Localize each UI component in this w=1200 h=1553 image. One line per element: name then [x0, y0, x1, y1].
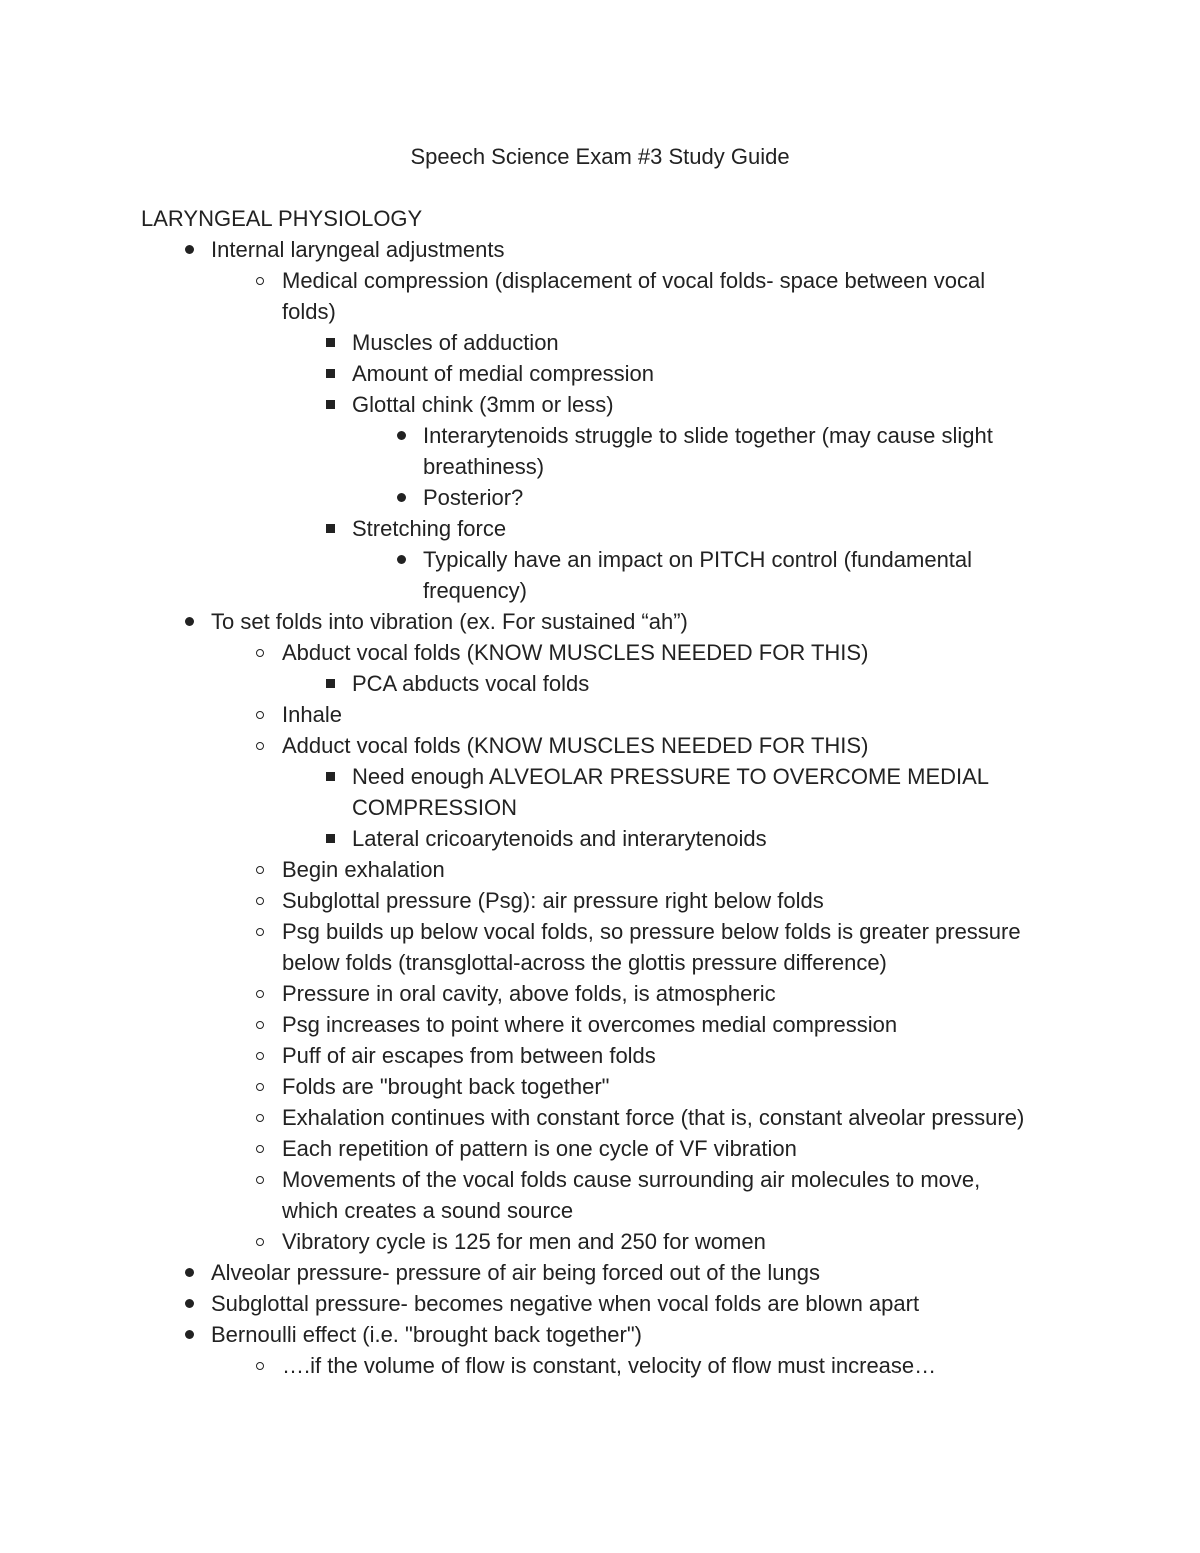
list-item [282, 730, 1034, 761]
list-item [282, 637, 1034, 668]
filled-square-bullet-icon [320, 823, 340, 854]
list-item-text: PCA abducts vocal folds [352, 671, 590, 696]
list-item [211, 234, 963, 265]
list-item-text: Typically have an impact on PITCH control (fundamental frequency) [423, 547, 973, 603]
list-item [282, 885, 1034, 916]
hollow-circle-bullet-icon [250, 637, 270, 668]
filled-circle-bullet-icon [179, 1288, 199, 1319]
list-item [352, 327, 1104, 358]
list-item [211, 1257, 963, 1288]
list-item [282, 916, 1034, 978]
list-item [211, 1288, 963, 1319]
list-item-text: Pressure in oral cavity, above folds, is atmospheric [282, 981, 776, 1006]
filled-circle-bullet-icon [391, 482, 411, 513]
list-item-text: Vibratory cycle is 125 for men and 250 for women [282, 1229, 766, 1254]
list-item [423, 482, 1063, 513]
list-item-text: Movements of the vocal folds cause surrounding air molecules to move, which creates a sound source [282, 1167, 981, 1223]
filled-circle-bullet-icon [179, 1319, 199, 1350]
filled-square-bullet-icon [320, 513, 340, 544]
list-item [282, 1350, 1034, 1381]
list-item-text: Alveolar pressure- pressure of air being forced out of the lungs [211, 1260, 820, 1285]
list-item [352, 823, 1104, 854]
list-item-text: Medical compression (displacement of vocal folds- space between vocal folds) [282, 268, 986, 324]
filled-circle-bullet-icon [179, 1257, 199, 1288]
list-item [423, 420, 1063, 482]
list-item-text: Adduct vocal folds (KNOW MUSCLES NEEDED FOR THIS) [282, 733, 869, 758]
list-item [211, 606, 963, 637]
filled-square-bullet-icon [320, 358, 340, 389]
filled-square-bullet-icon [320, 327, 340, 358]
hollow-circle-bullet-icon [250, 1226, 270, 1257]
hollow-circle-bullet-icon [250, 1350, 270, 1381]
hollow-circle-bullet-icon [250, 1133, 270, 1164]
list-item-text: Subglottal pressure (Psg): air pressure right below folds [282, 888, 824, 913]
list-item-text: Exhalation continues with constant force (that is, constant alveolar pressure) [282, 1105, 1025, 1130]
list-item-text: Psg increases to point where it overcomes medial compression [282, 1012, 898, 1037]
list-item [282, 1164, 1034, 1226]
hollow-circle-bullet-icon [250, 730, 270, 761]
hollow-circle-bullet-icon [250, 699, 270, 730]
list-item [282, 1071, 1034, 1102]
filled-circle-bullet-icon [391, 420, 411, 451]
list-item-text: Stretching force [352, 516, 507, 541]
hollow-circle-bullet-icon [250, 885, 270, 916]
list-item [282, 699, 1034, 730]
list-item-text: Inhale [282, 702, 342, 727]
hollow-circle-bullet-icon [250, 1164, 270, 1195]
hollow-circle-bullet-icon [250, 1009, 270, 1040]
hollow-circle-bullet-icon [250, 1071, 270, 1102]
list-item [282, 1009, 1034, 1040]
filled-square-bullet-icon [320, 389, 340, 420]
list-item [352, 389, 1104, 420]
list-item-text: Puff of air escapes from between folds [282, 1043, 656, 1068]
list-item-text: ….if the volume of flow is constant, velocity of flow must increase… [282, 1353, 937, 1378]
list-item-text: Each repetition of pattern is one cycle of VF vibration [282, 1136, 797, 1161]
hollow-circle-bullet-icon [250, 1102, 270, 1133]
hollow-circle-bullet-icon [250, 978, 270, 1009]
hollow-circle-bullet-icon [250, 1040, 270, 1071]
list-item [282, 1102, 1034, 1133]
list-item [352, 358, 1104, 389]
list-item-text: To set folds into vibration (ex. For sustained “ah”) [211, 609, 688, 634]
section-heading: LARYNGEAL PHYSIOLOGY [141, 206, 423, 231]
list-item-text: Subglottal pressure- becomes negative when vocal folds are blown apart [211, 1291, 920, 1316]
list-item-text: Need enough ALVEOLAR PRESSURE TO OVERCOME MEDIAL COMPRESSION [352, 764, 989, 820]
list-item [352, 668, 1104, 699]
filled-circle-bullet-icon [179, 234, 199, 265]
list-item [352, 761, 1104, 823]
filled-square-bullet-icon [320, 668, 340, 699]
filled-square-bullet-icon [320, 761, 340, 792]
list-item [211, 1319, 963, 1350]
list-item [282, 265, 1034, 327]
list-item-text: Amount of medial compression [352, 361, 655, 386]
hollow-circle-bullet-icon [250, 916, 270, 947]
list-item-text: Psg builds up below vocal folds, so pressure below folds is greater pressure below folds (transglottal-across the glottis pressure difference) [282, 919, 1021, 975]
list-item [282, 1040, 1034, 1071]
list-item [352, 513, 1104, 544]
document-title: Speech Science Exam #3 Study Guide [410, 144, 790, 169]
list-item [282, 978, 1034, 1009]
list-item-text: Internal laryngeal adjustments [211, 237, 505, 262]
filled-circle-bullet-icon [179, 606, 199, 637]
filled-circle-bullet-icon [391, 544, 411, 575]
hollow-circle-bullet-icon [250, 265, 270, 296]
list-item-text: Glottal chink (3mm or less) [352, 392, 614, 417]
list-item-text: Lateral cricoarytenoids and interarytenoids [352, 826, 767, 851]
list-item [282, 1133, 1034, 1164]
list-item-text: Begin exhalation [282, 857, 445, 882]
list-item-text: Bernoulli effect (i.e. "brought back together") [211, 1322, 643, 1347]
list-item-text: Muscles of adduction [352, 330, 559, 355]
hollow-circle-bullet-icon [250, 854, 270, 885]
list-item-text: Abduct vocal folds (KNOW MUSCLES NEEDED FOR THIS) [282, 640, 869, 665]
list-item-text: Posterior? [423, 485, 524, 510]
list-item [423, 544, 1063, 606]
bullet-outline [0, 234, 1200, 1381]
list-item-text: Folds are "brought back together" [282, 1074, 610, 1099]
list-item [282, 854, 1034, 885]
list-item-text: Interarytenoids struggle to slide together (may cause slight breathiness) [423, 423, 993, 479]
list-item [282, 1226, 1034, 1257]
